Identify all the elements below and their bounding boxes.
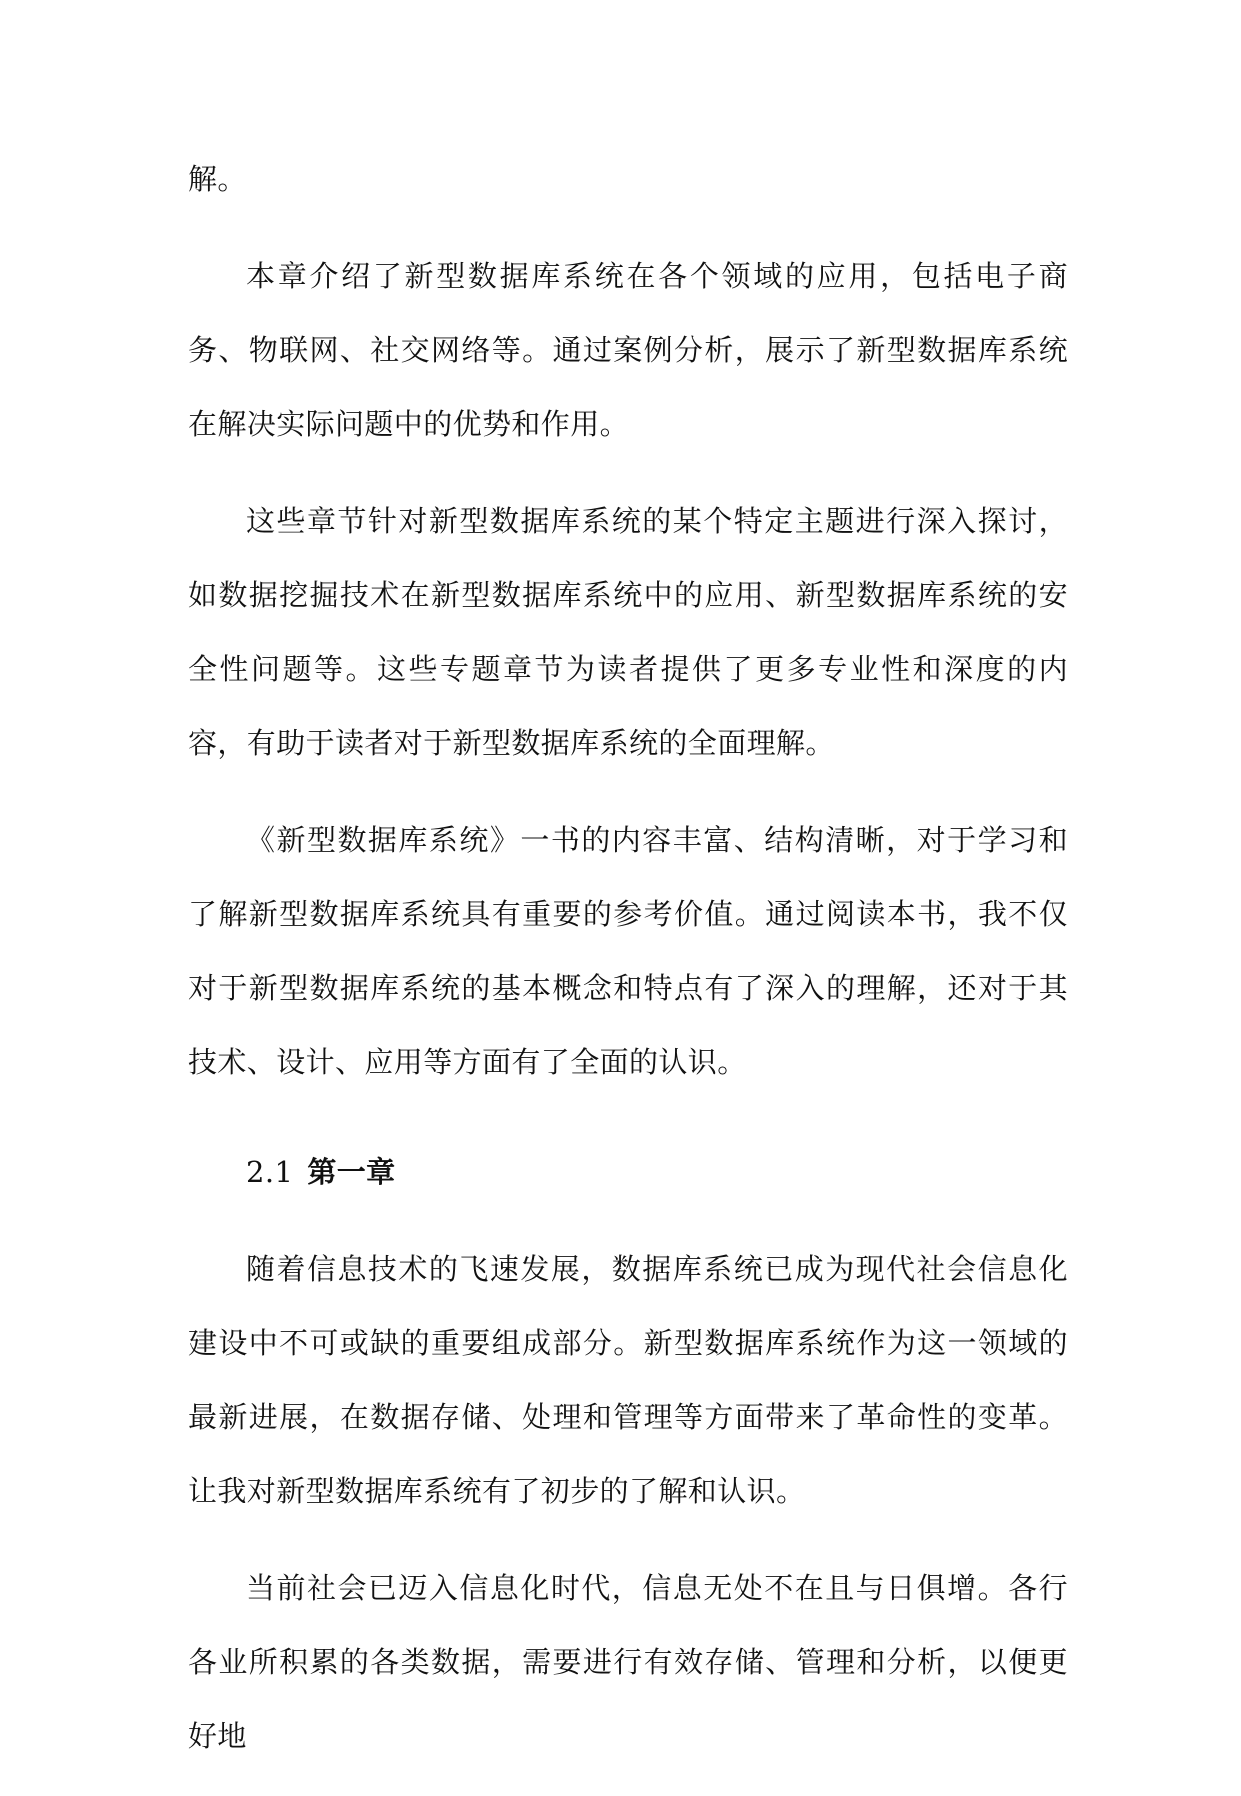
section-title: 第一章 bbox=[307, 1155, 396, 1189]
paragraph-applications: 本章介绍了新型数据库系统在各个领域的应用，包括电子商务、物联网、社交网络等。通过案例分析，展示了新型数据库系统在解决实际问题中的优势和作用。 bbox=[188, 259, 1068, 441]
paragraph-book-summary: 《新型数据库系统》一书的内容丰富、结构清晰，对于学习和了解新型数据库系统具有重要的参考价值。通过阅读本书，我不仅对于新型数据库系统的基本概念和特点有了深入的理解，还对于其技术、设计、应用等方面有了全面的认识。 bbox=[188, 823, 1068, 1079]
paragraph-special-topics: 这些章节针对新型数据库系统的某个特定主题进行深入探讨，如数据挖掘技术在新型数据库系统中的应用、新型数据库系统的安全性问题等。这些专题章节为读者提供了更多专业性和深度的内容，有助于读者对于新型数据库系统的全面理解。 bbox=[188, 504, 1068, 760]
page-body bbox=[188, 142, 1068, 1796]
paragraph-continuation: 解。 bbox=[188, 162, 247, 196]
section-heading bbox=[188, 1135, 1068, 1232]
paragraph-intro: 随着信息技术的飞速发展，数据库系统已成为现代社会信息化建设中不可或缺的重要组成部分。新型数据库系统作为这一领域的最新进展，在数据存储、处理和管理等方面带来了革命性的变革。让我对新型数据库系统有了初步的了解和认识。 bbox=[188, 1252, 1068, 1508]
paragraph-information-age: 当前社会已迈入信息化时代，信息无处不在且与日俱增。各行各业所积累的各类数据，需要进行有效存储、管理和分析，以便更好地 bbox=[188, 1571, 1068, 1753]
section-number: 2.1 bbox=[246, 1155, 294, 1189]
